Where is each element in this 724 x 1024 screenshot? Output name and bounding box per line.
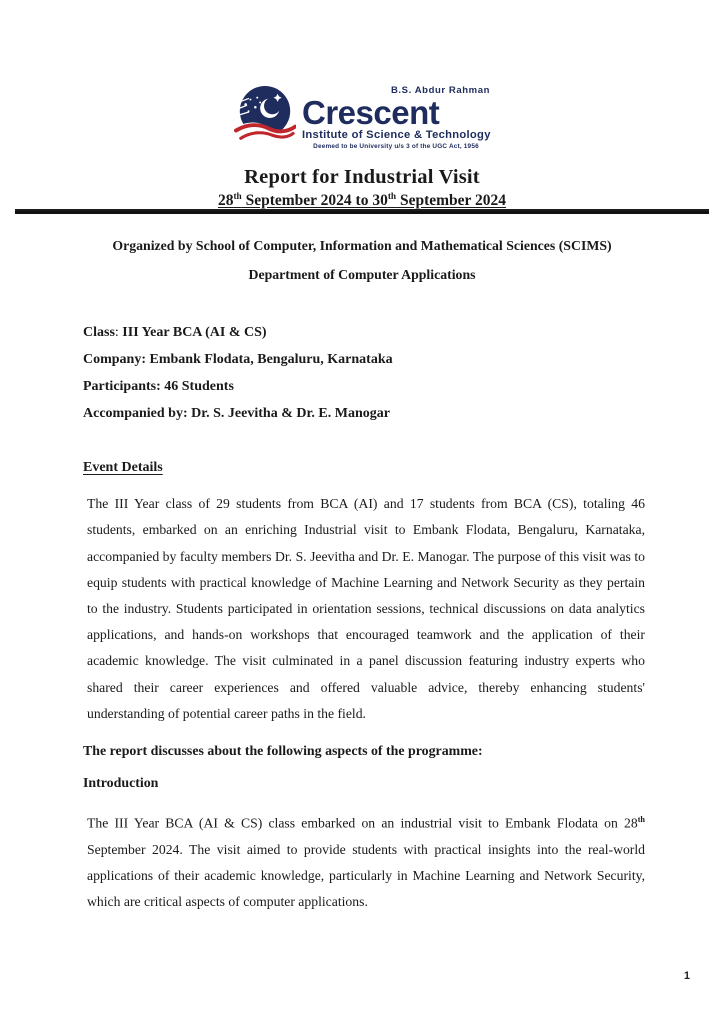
event-details-heading: Event Details bbox=[83, 460, 163, 476]
company-line: Company: Embank Flodata, Bengaluru, Karnataka bbox=[83, 352, 393, 368]
logo-text-block bbox=[302, 86, 490, 151]
page-number: 1 bbox=[683, 970, 690, 982]
introduction-heading: Introduction bbox=[83, 775, 159, 791]
organizer-line: Organized by School of Computer, Information and Mathematical Sciences (SCIMS) bbox=[112, 238, 612, 254]
crescent-moon-emblem-icon bbox=[234, 84, 296, 153]
logo-row bbox=[0, 0, 724, 153]
logo-institute-name: Crescent bbox=[302, 94, 440, 132]
class-line: Class: III Year BCA (AI & CS) bbox=[83, 325, 267, 341]
introduction-paragraph: The III Year BCA (AI & CS) class embarked on an industrial visit to Embank Flodata on 28th September 2024. The visit aimed to provide students with practical insights into the real-world applications of their academic knowledge, particularly in Machine Learning and Network Security, which are critical aspects of computer applications. bbox=[87, 814, 645, 910]
logo-pre-title: B.S. Abdur Rahman bbox=[390, 84, 490, 96]
department-line: Department of Computer Applications bbox=[248, 267, 476, 283]
accompanied-line: Accompanied by: Dr. S. Jeevitha & Dr. E. Manogar bbox=[83, 406, 390, 422]
visit-info-block bbox=[83, 319, 645, 427]
report-aspects-line: The report discusses about the following aspects of the programme: bbox=[83, 743, 483, 759]
document-title: Report for Industrial Visit bbox=[244, 166, 480, 188]
date-range-text: 28th September 2024 to 30th September 2024 bbox=[217, 192, 507, 210]
document-body bbox=[0, 319, 724, 915]
logo-tagline: Deemed to be University u/s 3 of the UGC Act, 1956 bbox=[313, 142, 479, 150]
document-date-range bbox=[0, 192, 724, 210]
crescent-institute-logo bbox=[234, 84, 490, 153]
event-details-paragraph: The III Year class of 29 students from BCA (AI) and 17 students from BCA (CS), totaling 46 students, embarked on an enriching Industrial visit to Embank Flodata, Bengaluru, Karnataka, accompanied by faculty members Dr. S. Jeevitha and Dr. E. Manogar. The purpose of this visit was to equip students with practical knowledge of Machine Learning and Network Security as they pertain to the industry. Students participated in orientation sessions, technical discussions on data analytics applications, and hands-on workshops that encouraged teamwork and the application of their academic knowledge. The visit culminated in a panel discussion featuring industry experts who shared their career experiences and offered valuable advice, thereby enhancing students' understanding of potential career paths in the field. bbox=[87, 496, 645, 721]
participants-line: Participants: 46 Students bbox=[83, 379, 234, 395]
logo-institute-subtitle: Institute of Science & Technology bbox=[302, 129, 491, 142]
